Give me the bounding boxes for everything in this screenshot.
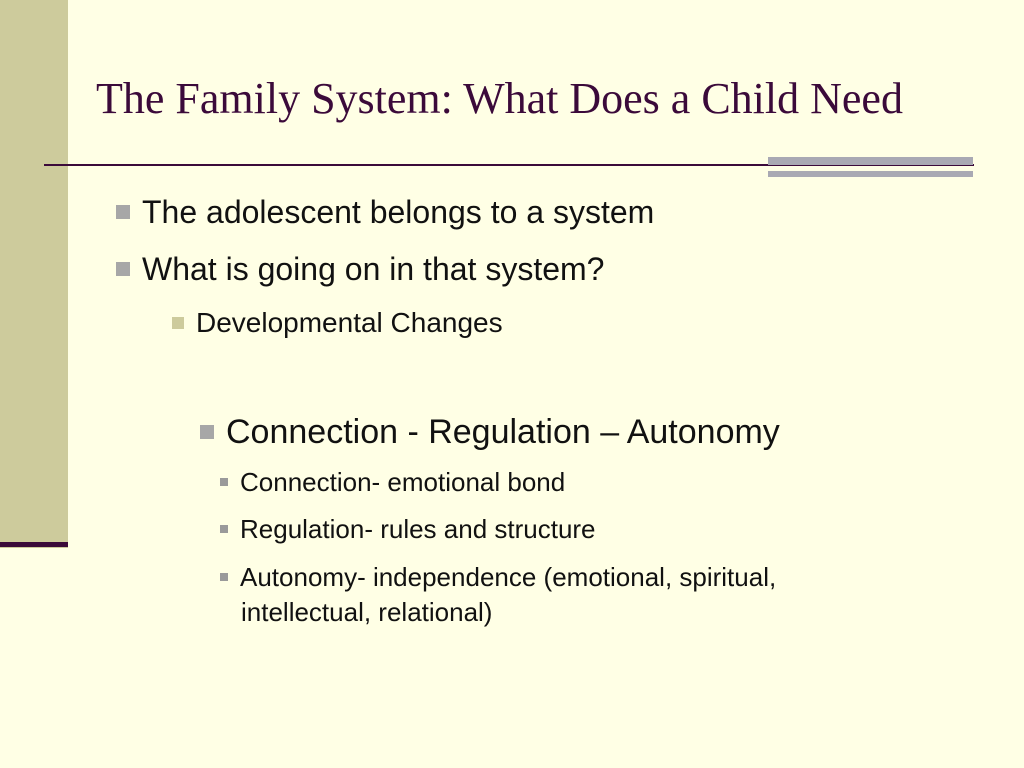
accent-bar-top <box>768 157 973 165</box>
detail-item <box>220 512 596 546</box>
slide-title: The Family System: What Does a Child Need <box>96 74 903 123</box>
bullet-item <box>116 192 654 232</box>
bullet-text: What is going on in that system? <box>142 250 605 287</box>
square-bullet-icon <box>220 525 228 533</box>
detail-continuation: intellectual, relational) <box>241 597 493 627</box>
detail-text: Connection- emotional bond <box>240 466 566 497</box>
square-bullet-icon <box>200 425 214 439</box>
bullet-item <box>116 249 604 289</box>
detail-text: Autonomy- independence (emotional, spiritual, <box>240 561 777 592</box>
bullet-text: The adolescent belongs to a system <box>142 193 655 230</box>
left-band-underline <box>0 542 68 547</box>
detail-text: Regulation- rules and structure <box>240 513 596 544</box>
sub-bullet-text: Developmental Changes <box>196 307 503 338</box>
detail-item <box>220 465 565 499</box>
square-bullet-icon <box>116 205 130 219</box>
square-bullet-icon <box>172 317 184 329</box>
square-bullet-icon <box>116 262 130 276</box>
model-heading-item <box>200 410 780 454</box>
model-heading-text: Connection - Regulation – Autonomy <box>226 412 780 451</box>
square-bullet-icon <box>220 478 228 486</box>
accent-bar-bottom <box>768 171 973 177</box>
detail-item <box>220 560 776 594</box>
square-bullet-icon <box>220 573 228 581</box>
left-decorative-band <box>0 0 68 548</box>
sub-bullet-item <box>172 305 503 341</box>
